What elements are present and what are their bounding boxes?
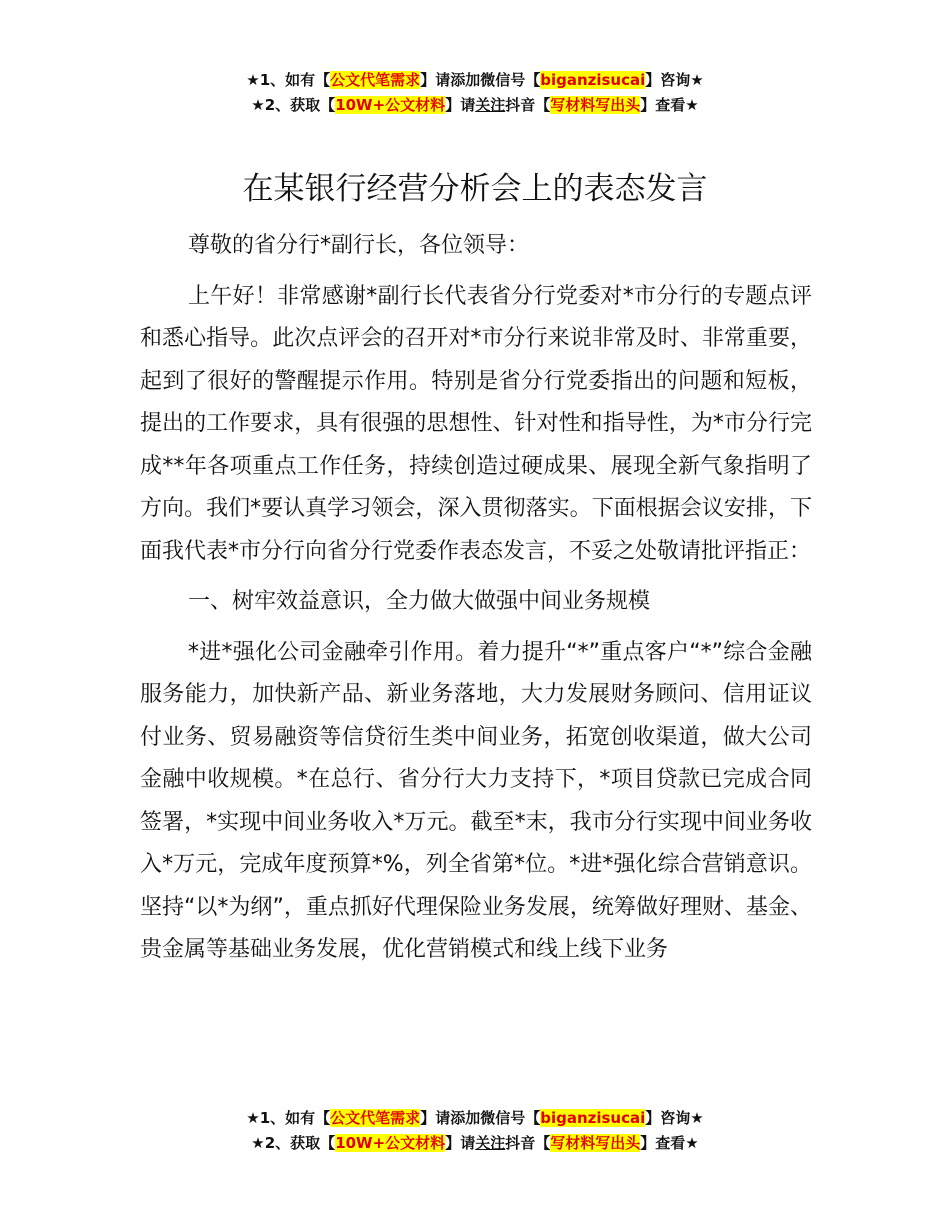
promo-text: 】请 (445, 1134, 476, 1152)
header-promo-banner (0, 68, 950, 118)
promo-text: 】查看★ (640, 1134, 699, 1152)
promo-text: 】请添加微信号【 (420, 1109, 541, 1127)
document-body (140, 225, 812, 980)
body-paragraph: *进*强化公司金融牵引作用。着力提升“*”重点客户“*”综合金融服务能力，加快新产品、新业务落地，大力发展财务顾问、信用证议付业务、贸易融资等信贷衍生类中间业务，拓宽创收渠道，做大公司金融中收规模。*在总行、省分行大力支持下，*项目贷款已完成合同签署，*实现中间业务收入*万元。截至*末，我市分行实现中间业务收入*万元，完成年度预算*%，列全省第*位。*进*强化综合营销意识。坚持“以*为纲”，重点抓好代理保险业务发展，统筹做好理财、基金、贵金属等基础业务发展，优化营销模式和线上线下业务 (140, 639, 812, 962)
promo-text: ★2、获取【 (251, 96, 336, 114)
salutation-paragraph: 尊敬的省分行*副行长，各位领导： (188, 233, 530, 258)
promo-highlight: 10W+公文材料 (335, 1134, 446, 1152)
footer-promo-banner (0, 1106, 950, 1156)
promo-highlight: 10W+公文材料 (335, 96, 446, 114)
promo-highlight: biganzisucai (540, 71, 646, 89)
promo-text: 】咨询★ (645, 1109, 704, 1127)
body-paragraph: 上午好！非常感谢*副行长代表省分行党委对*市分行的专题点评和悉心指导。此次点评会的召开对*市分行来说非常及时、非常重要，起到了很好的警醒提示作用。特别是省分行党委指出的问题和短板，提出的工作要求，具有很强的思想性、针对性和指导性，为*市分行完成**年各项重点工作任务，持续创造过硬成果、展现全新气象指明了方向。我们*要认真学习领会，深入贯彻落实。下面根据会议安排，下面我代表*市分行向省分行党委作表态发言，不妥之处敬请批评指正： (140, 283, 812, 564)
document-title: 在某银行经营分析会上的表态发言 (242, 171, 708, 207)
promo-text: 抖音【 (505, 96, 551, 114)
promo-highlight: 写材料写出头 (550, 1134, 641, 1152)
promo-line-1 (0, 1106, 950, 1131)
promo-text: ★1、如有【 (246, 71, 331, 89)
promo-text: ★2、获取【 (251, 1134, 336, 1152)
promo-text: 】请添加微信号【 (420, 71, 541, 89)
promo-highlight: biganzisucai (540, 1109, 646, 1127)
promo-text: ★1、如有【 (246, 1109, 331, 1127)
promo-line-1 (0, 68, 950, 93)
promo-text: 】咨询★ (645, 71, 704, 89)
promo-underline: 关注 (475, 96, 506, 114)
promo-highlight: 写材料写出头 (550, 96, 641, 114)
promo-line-2 (0, 93, 950, 118)
promo-highlight: 公文代笔需求 (330, 71, 421, 89)
promo-underline: 关注 (475, 1134, 506, 1152)
promo-highlight: 公文代笔需求 (330, 1109, 421, 1127)
section-heading: 一、树牢效益意识，全力做大做强中间业务规模 (188, 589, 651, 614)
promo-text: 抖音【 (505, 1134, 551, 1152)
promo-text: 】查看★ (640, 96, 699, 114)
promo-text: 】请 (445, 96, 476, 114)
promo-line-2 (0, 1131, 950, 1156)
